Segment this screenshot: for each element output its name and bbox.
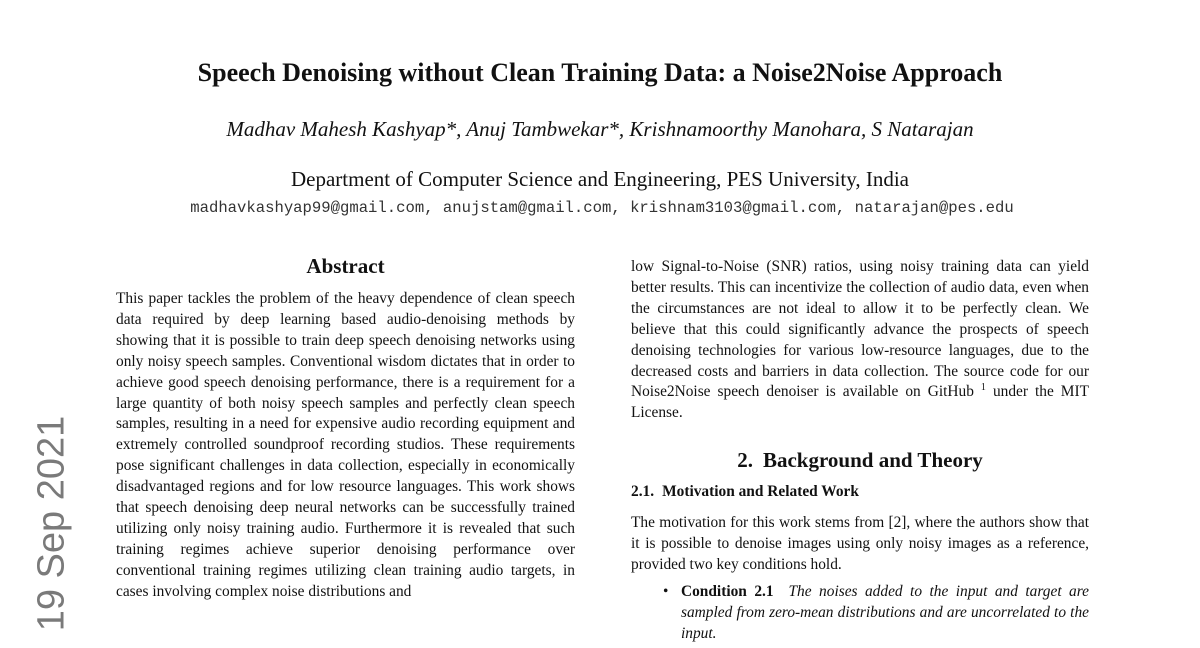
condition-label: Condition 2.1	[681, 582, 774, 600]
left-column	[116, 252, 575, 603]
paper-title: Speech Denoising without Clean Training Data: a Noise2Noise Approach	[197, 58, 1003, 87]
section-title: Background and Theory	[762, 448, 983, 473]
subsection-heading-motivation	[631, 482, 1089, 502]
condition-text-block	[681, 582, 1089, 645]
arxiv-date-stamp	[28, 415, 76, 631]
abstract-heading: Abstract	[306, 254, 385, 278]
right-column	[631, 257, 1089, 645]
paper-authors: Madhav Mahesh Kashyap*, Anuj Tambwekar*, Krishnamoorthy Manohara, S Natarajan	[226, 117, 974, 141]
motivation-paragraph: The motivation for this work stems from [2], where the authors show that it is possible to denoise images using only noisy images as a reference, provided two key conditions hold.	[631, 514, 1089, 574]
abstract-paragraph: This paper tackles the problem of the heavy dependence of clean speech data required by deep learning based audio-denoising methods by showing that it is possible to train deep speech denoising networks using only noisy speech samples. Conventional wisdom dictates that in order to achieve good speech denoising performance, there is a requirement for a large quantity of both noisy speech samples and perfectly clean speech samples, resulting in a need for expensive audio recording equipment and extremely controlled soundproof recording studios. These requirements pose significant challenges in data collection, especially in economically disadvantaged regions and for low resource languages. This work shows that speech denoising deep neural networks can be successfully trained utilizing only noisy training audio. Furthermore it is revealed that such training regimes achieve superior denoising performance over conventional training regimes utilizing clean training audio targets, in cases involving complex noise distributions and	[116, 290, 575, 600]
abstract-continuation-text: low Signal-to-Noise (SNR) ratios, using noisy training data can yield better results. This can incentivize the collection of audio data, even when the circumstances are not ideal to allow it to be perfectly clean. We believe that this could significantly advance the prospects of speech denoising technologies for various low-resource languages, due to the decreased costs and barriers in data collection. The source code for our Noise2Noise speech denoiser is available on GitHub	[631, 258, 1089, 401]
abstract-continuation-tail: under the MIT License.	[631, 383, 1089, 422]
bullet-icon: •	[663, 582, 669, 600]
condition-item	[663, 582, 1089, 645]
condition-statement: The noises added to the input and target are sampled from zero-mean distributions and are uncorrelated to the input.	[681, 582, 1089, 642]
subsection-title: Motivation and Related Work	[662, 483, 859, 501]
author-emails: madhavkashyap99@gmail.com, anujstam@gmail.com, krishnam3103@gmail.com, natarajan@pes.edu	[190, 199, 1014, 217]
abstract-continuation	[631, 257, 1089, 424]
footnote-marker: 1	[980, 382, 986, 394]
section-heading-background	[631, 446, 1089, 474]
section-number: 2.	[737, 448, 753, 473]
paper-affiliation: Department of Computer Science and Engineering, PES University, India	[291, 167, 909, 191]
subsection-number: 2.1.	[631, 483, 655, 501]
arxiv-date-text: 19 Sep 2021	[30, 415, 73, 631]
